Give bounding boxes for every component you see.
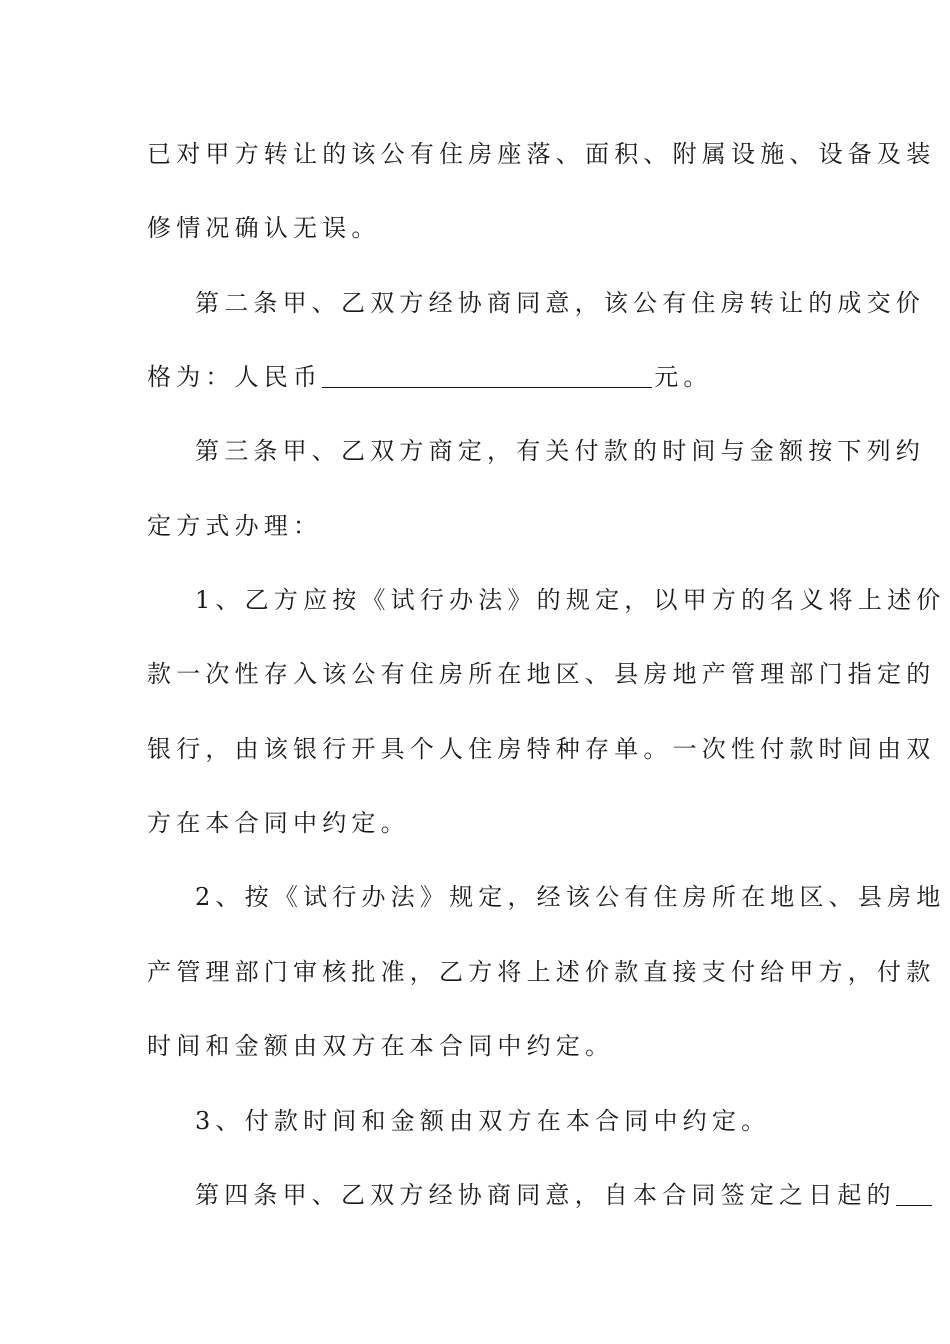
article-3-line-1: 第三条甲、乙双方商定，有关付款的时间与金额按下列约 bbox=[195, 437, 925, 465]
item-2-line-2: 产管理部门审核批准，乙方将上述价款直接支付给甲方，付款 bbox=[147, 958, 936, 986]
item-3-line-1: 3、付款时间和金额由双方在本合同中约定。 bbox=[195, 1107, 771, 1135]
item-2-line-1: 2、按《试行办法》规定，经该公有住房所在地区、县房地 bbox=[195, 883, 946, 911]
text-line-1: 已对甲方转让的该公有住房座落、面积、附属设施、设备及装 bbox=[147, 140, 936, 168]
price-unit: 元。 bbox=[654, 363, 713, 391]
article-3-line-2: 定方式办理： bbox=[147, 512, 323, 540]
item-2-line-3: 时间和金额由双方在本合同中约定。 bbox=[147, 1032, 615, 1060]
item-1-line-3: 银行，由该银行开具个人住房特种存单。一次性付款时间由双 bbox=[147, 735, 936, 763]
article-4-line-1 bbox=[195, 1175, 896, 1215]
article-4-text: 第四条甲、乙双方经协商同意，自本合同签定之日起的 bbox=[195, 1181, 896, 1209]
item-1-line-2: 款一次性存入该公有住房所在地区、县房地产管理部门指定的 bbox=[147, 660, 936, 688]
item-1-line-1: 1、乙方应按《试行办法》的规定，以甲方的名义将上述价 bbox=[195, 586, 946, 614]
days-blank-field bbox=[896, 1179, 932, 1206]
text-line-2: 修情况确认无误。 bbox=[147, 214, 381, 242]
article-2-line-1: 第二条甲、乙双方经协商同意，该公有住房转让的成交价 bbox=[195, 289, 925, 317]
price-blank-field bbox=[322, 361, 652, 388]
price-label: 格为：人民币 bbox=[147, 363, 323, 391]
item-1-line-4: 方在本合同中约定。 bbox=[147, 809, 410, 837]
article-2-line-2 bbox=[147, 357, 817, 397]
